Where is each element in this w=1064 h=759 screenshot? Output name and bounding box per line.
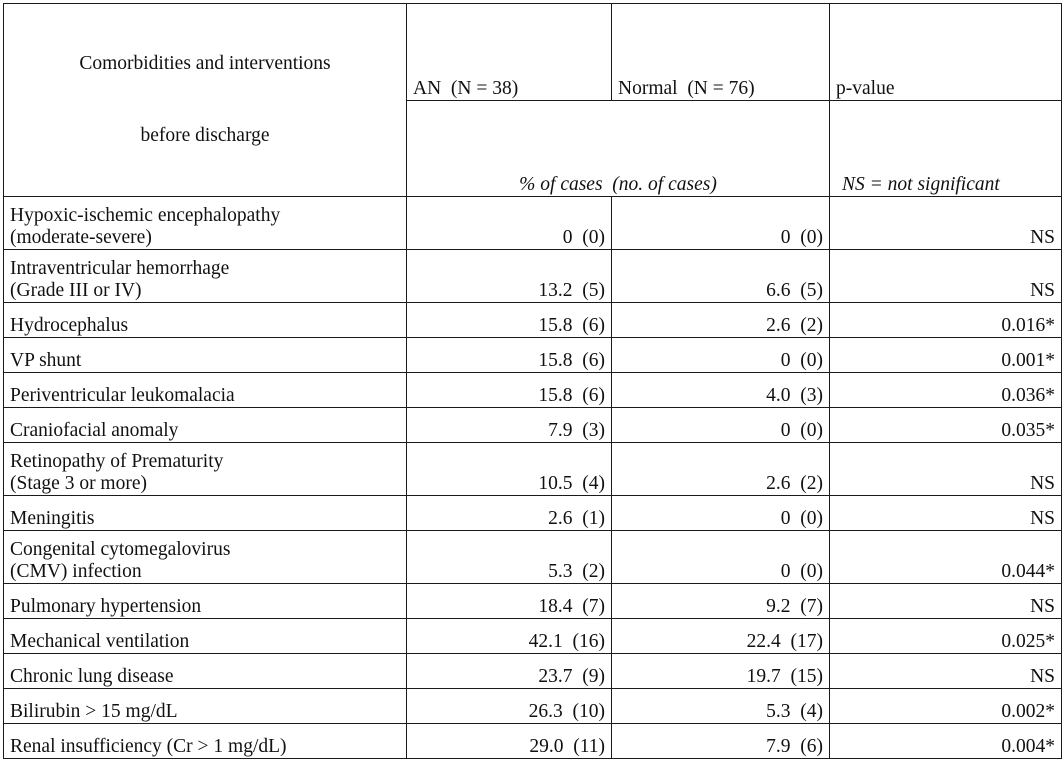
row-label-cell	[4, 619, 407, 654]
row-label: Bilirubin > 15 mg/dL	[10, 701, 178, 722]
normal-value-cell: 2.6 (2)	[612, 443, 830, 496]
normal-value-cell: 2.6 (2)	[612, 303, 830, 338]
an-value-cell: 29.0 (11)	[407, 724, 612, 759]
p-value-cell: NS	[830, 654, 1062, 689]
an-value-cell: 15.8 (6)	[407, 303, 612, 338]
an-value-cell: 18.4 (7)	[407, 584, 612, 619]
normal-value-cell: 19.7 (15)	[612, 654, 830, 689]
an-value-cell: 5.3 (2)	[407, 531, 612, 584]
table-row	[4, 496, 1062, 531]
table-row	[4, 408, 1062, 443]
header-label-line2: before discharge	[140, 125, 270, 146]
an-value-cell: 15.8 (6)	[407, 338, 612, 373]
row-label-cell	[4, 408, 407, 443]
row-label: Congenital cytomegalovirus	[10, 539, 231, 560]
row-label: Mechanical ventilation	[10, 631, 190, 652]
p-value-cell: 0.004*	[830, 724, 1062, 759]
table-row	[4, 338, 1062, 373]
table-row	[4, 689, 1062, 724]
row-label-line2: (moderate-severe)	[10, 227, 152, 248]
p-value-cell: NS	[830, 250, 1062, 303]
p-value-cell: 0.044*	[830, 531, 1062, 584]
row-label-cell	[4, 584, 407, 619]
row-label-cell	[4, 654, 407, 689]
an-value-cell: 23.7 (9)	[407, 654, 612, 689]
an-value-cell: 15.8 (6)	[407, 373, 612, 408]
normal-value-cell: 4.0 (3)	[612, 373, 830, 408]
p-value-cell: NS	[830, 443, 1062, 496]
row-label: Intraventricular hemorrhage	[10, 258, 230, 279]
normal-value-cell: 0 (0)	[612, 338, 830, 373]
row-label-cell	[4, 689, 407, 724]
table-row	[4, 531, 1062, 584]
table-row	[4, 250, 1062, 303]
p-value-cell: 0.001*	[830, 338, 1062, 373]
an-value-cell: 0 (0)	[407, 197, 612, 250]
header-normal: Normal (N = 76)	[612, 4, 830, 101]
header-p-value: p-value	[830, 4, 1062, 101]
row-label: Periventricular leukomalacia	[10, 385, 235, 406]
p-value-cell: 0.025*	[830, 619, 1062, 654]
normal-value-cell: 22.4 (17)	[612, 619, 830, 654]
table-row	[4, 724, 1062, 759]
p-value-cell: NS	[830, 197, 1062, 250]
row-label-cell	[4, 531, 407, 584]
p-value-cell: 0.036*	[830, 373, 1062, 408]
row-label-cell	[4, 443, 407, 496]
an-value-cell: 42.1 (16)	[407, 619, 612, 654]
normal-value-cell: 0 (0)	[612, 408, 830, 443]
table-row	[4, 584, 1062, 619]
table-row	[4, 373, 1062, 408]
p-value-cell: 0.002*	[830, 689, 1062, 724]
p-value-cell: 0.035*	[830, 408, 1062, 443]
row-label: Craniofacial anomaly	[10, 420, 179, 441]
row-label-line2: (CMV) infection	[10, 561, 142, 582]
table-row	[4, 443, 1062, 496]
row-label-cell	[4, 197, 407, 250]
row-label: Hydrocephalus	[10, 315, 129, 336]
header-an: AN (N = 38)	[407, 4, 612, 101]
normal-value-cell: 7.9 (6)	[612, 724, 830, 759]
an-value-cell: 13.2 (5)	[407, 250, 612, 303]
row-label-cell	[4, 250, 407, 303]
row-label: Pulmonary hypertension	[10, 596, 202, 617]
table-row	[4, 654, 1062, 689]
row-label-cell	[4, 338, 407, 373]
table-row	[4, 619, 1062, 654]
row-label-line2: (Stage 3 or more)	[10, 473, 147, 494]
row-label-cell	[4, 373, 407, 408]
normal-value-cell: 5.3 (4)	[612, 689, 830, 724]
table-row	[4, 197, 1062, 250]
header-ns-note: NS = not significant	[830, 100, 1062, 197]
table-row	[4, 303, 1062, 338]
row-label: VP shunt	[10, 350, 82, 371]
normal-value-cell: 9.2 (7)	[612, 584, 830, 619]
p-value-cell: 0.016*	[830, 303, 1062, 338]
normal-value-cell: 0 (0)	[612, 197, 830, 250]
an-value-cell: 7.9 (3)	[407, 408, 612, 443]
an-value-cell: 26.3 (10)	[407, 689, 612, 724]
row-label: Meningitis	[10, 508, 95, 529]
row-label: Renal insufficiency (Cr > 1 mg/dL)	[10, 736, 287, 757]
row-label: Hypoxic-ischemic encephalopathy	[10, 205, 281, 226]
comorbidities-table	[3, 3, 1062, 759]
normal-value-cell: 0 (0)	[612, 496, 830, 531]
header-label-line1: Comorbidities and interventions	[79, 53, 331, 74]
normal-value-cell: 0 (0)	[612, 531, 830, 584]
header-label-cell	[4, 4, 407, 197]
p-value-cell: NS	[830, 584, 1062, 619]
header-row	[4, 4, 1062, 101]
header-cases-note: % of cases (no. of cases)	[407, 100, 830, 197]
row-label-cell	[4, 303, 407, 338]
row-label-cell	[4, 724, 407, 759]
an-value-cell: 2.6 (1)	[407, 496, 612, 531]
row-label: Chronic lung disease	[10, 666, 174, 687]
row-label-cell	[4, 496, 407, 531]
p-value-cell: NS	[830, 496, 1062, 531]
row-label-line2: (Grade III or IV)	[10, 280, 142, 301]
an-value-cell: 10.5 (4)	[407, 443, 612, 496]
row-label: Retinopathy of Prematurity	[10, 451, 224, 472]
normal-value-cell: 6.6 (5)	[612, 250, 830, 303]
